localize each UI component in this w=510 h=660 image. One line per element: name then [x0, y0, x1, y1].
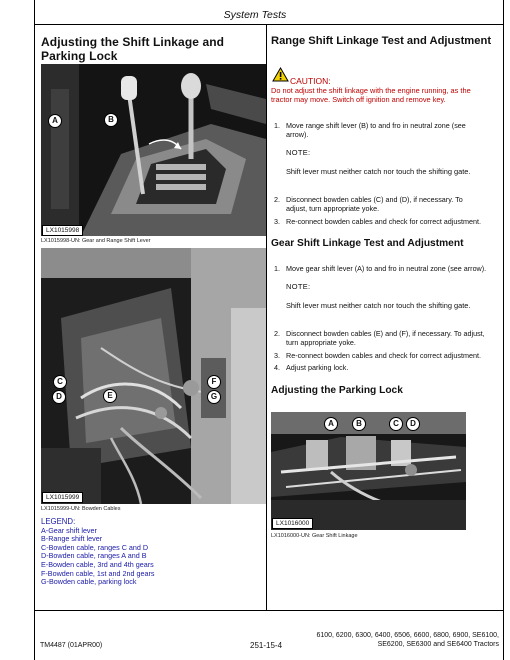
- step-line: Re-connect bowden cables and check for correct adjustment.: [286, 217, 481, 226]
- page-header-title: System Tests: [223, 9, 287, 21]
- figure-id-label: LX1015998: [42, 225, 83, 236]
- footer-models: [313, 631, 499, 649]
- note-text: Shift lever must neither catch nor touch the shifting gate.: [286, 301, 471, 310]
- caution-text: [271, 86, 499, 104]
- photo-illustration: [41, 248, 266, 504]
- step-number: 1.: [274, 121, 280, 130]
- step-line: arrow).: [286, 130, 309, 140]
- step-line: Move range shift lever (B) to and fro in neutral zone (see: [286, 121, 466, 130]
- caution-warning-icon: [272, 67, 289, 82]
- footer-page-number: 251-15-4: [250, 641, 283, 650]
- legend-item: D-Bowden cable, ranges A and B: [41, 551, 147, 561]
- caution-line: tractor may move. Switch off ignition and remove key.: [271, 95, 446, 105]
- range-step-1: [274, 121, 499, 141]
- callout-f: F: [207, 375, 221, 389]
- callout-d: D: [52, 390, 66, 404]
- step-text: [286, 195, 463, 213]
- step-text: [286, 329, 485, 347]
- legend-item: E-Bowden cable, 3rd and 4th gears: [41, 559, 154, 569]
- legend-item: F-Bowden cable, 1st and 2nd gears: [41, 568, 155, 578]
- page-border-left: [34, 0, 35, 660]
- gear-step-2: [274, 329, 499, 349]
- section-heading-gear-shift: Gear Shift Linkage Test and Adjustment: [271, 238, 464, 249]
- step-line: Move gear shift lever (A) to and fro in neutral zone (see arrow).: [286, 264, 487, 273]
- step-line: turn appropriate yoke.: [286, 338, 356, 348]
- step-line: adjust, turn appropriate yoke.: [286, 204, 380, 214]
- legend-title: LEGEND:: [41, 517, 76, 526]
- range-step-2: [274, 195, 499, 215]
- callout-g: G: [207, 390, 221, 404]
- step-text: [286, 217, 481, 226]
- section-heading-range-shift: Range Shift Linkage Test and Adjustment: [271, 35, 492, 47]
- legend-item: A-Gear shift lever: [41, 525, 97, 535]
- legend-item: B-Range shift lever: [41, 534, 103, 544]
- page-border-right: [503, 0, 504, 660]
- legend: [41, 518, 154, 587]
- photo-illustration: [271, 412, 466, 530]
- photo-gear-range-shift-lever: [41, 64, 266, 236]
- figure-id-label: LX1016000: [272, 518, 313, 529]
- callout-a: A: [324, 417, 338, 431]
- photo-gear-shift-linkage: [271, 412, 466, 530]
- header-rule: [34, 24, 504, 25]
- section-heading-shift-linkage: Adjusting the Shift Linkage and Parking Lock: [41, 35, 225, 63]
- step-number: 3.: [274, 351, 280, 360]
- figure-caption: LX1015999-UN: Bowden Cables: [41, 506, 121, 512]
- callout-e: E: [103, 389, 117, 403]
- step-text: [286, 363, 348, 372]
- photo-bowden-cables: [41, 248, 266, 504]
- callout-c: C: [389, 417, 403, 431]
- photo-illustration: [41, 64, 266, 236]
- gear-step-4: [274, 363, 499, 373]
- step-number: 4.: [274, 363, 280, 372]
- footer-rule: [34, 610, 504, 611]
- callout-b: B: [352, 417, 366, 431]
- callout-c: C: [53, 375, 67, 389]
- figure-id-label: LX1015999: [42, 492, 83, 503]
- caution-line: Do not adjust the shift linkage with the engine running, as the: [271, 86, 471, 95]
- step-line: Disconnect bowden cables (E) and (F), if necessary. To adjust,: [286, 329, 485, 338]
- step-line: Re-connect bowden cables and check for correct adjustment.: [286, 351, 481, 360]
- callout-d: D: [406, 417, 420, 431]
- gear-step-3: [274, 351, 499, 361]
- callout-b: B: [104, 113, 118, 127]
- footer-models-line: SE6200, SE6300 and SE6400 Tractors: [377, 641, 499, 648]
- footer-doc-id: TM4487 (01APR00): [40, 642, 103, 649]
- section-heading-parking-lock: Adjusting the Parking Lock: [271, 385, 403, 396]
- figure-caption: LX1016000-UN: Gear Shift Linkage: [271, 533, 358, 539]
- caution-label: CAUTION:: [290, 76, 331, 86]
- step-number: 3.: [274, 217, 280, 226]
- column-divider: [266, 24, 267, 610]
- step-line: Adjust parking lock.: [286, 363, 349, 372]
- step-number: 2.: [274, 195, 280, 204]
- step-text: [286, 264, 486, 273]
- footer-models-line: 6100, 6200, 6300, 6400, 6506, 6600, 6800, 6900, SE6100,: [316, 632, 499, 639]
- step-text: [286, 121, 466, 139]
- note-label: NOTE:: [286, 148, 311, 157]
- step-text: [286, 351, 481, 360]
- figure-caption: LX1015998-UN: Gear and Range Shift Lever: [41, 238, 151, 244]
- note-label: NOTE:: [286, 282, 311, 291]
- callout-a: A: [48, 114, 62, 128]
- legend-item: G-Bowden cable, parking lock: [41, 577, 137, 587]
- step-number: 1.: [274, 264, 280, 273]
- range-step-3: [274, 217, 499, 227]
- legend-item: C-Bowden cable, ranges C and D: [41, 542, 149, 552]
- note-text: Shift lever must neither catch nor touch the shifting gate.: [286, 167, 471, 176]
- gear-step-1: [274, 264, 502, 274]
- step-line: Disconnect bowden cables (C) and (D), if necessary. To: [286, 195, 463, 204]
- step-number: 2.: [274, 329, 280, 338]
